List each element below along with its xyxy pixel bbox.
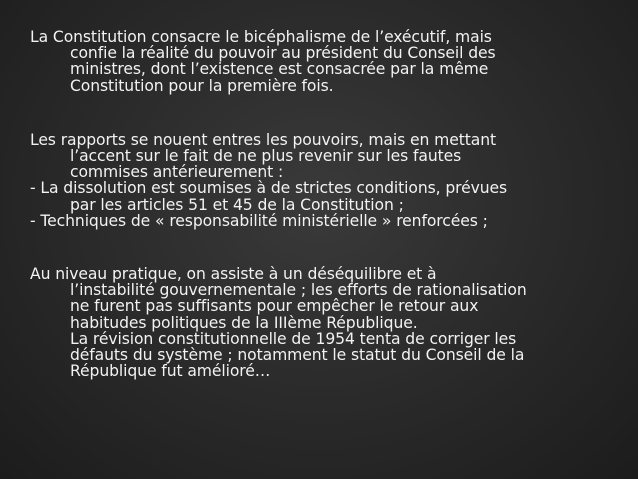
- text-line: par les articles 51 et 45 de la Constitution ;: [70, 195, 404, 214]
- text-line: Au niveau pratique, on assiste à un déséquilibre et à: [30, 265, 437, 284]
- text-line: défauts du système ; notamment le statut du Conseil de la: [70, 346, 525, 365]
- text-line: l’accent sur le fait de ne plus revenir sur les fautes: [70, 147, 462, 166]
- text-line: La révision constitutionnelle de 1954 tenta de corriger les: [70, 329, 517, 348]
- spacer: [30, 94, 620, 132]
- text-line: l’instabilité gouvernementale ; les efforts de rationalisation: [70, 281, 527, 300]
- text-line: Constitution pour la première fois.: [70, 76, 334, 95]
- text-line: ne furent pas suffisants pour empêcher le retour aux: [70, 297, 479, 316]
- paragraph-rapports: [30, 132, 620, 229]
- text-line: commises antérieurement :: [70, 163, 284, 182]
- text-line: confie la réalité du pouvoir au président du Conseil des: [70, 44, 496, 63]
- slide-body: [30, 29, 620, 379]
- text-line: République fut amélioré…: [70, 362, 271, 381]
- paragraph-constitution: [30, 29, 620, 94]
- spacer: [30, 229, 620, 266]
- text-line: - La dissolution est soumises à de strictes conditions, prévues: [30, 179, 508, 198]
- text-line: ministres, dont l’existence est consacrée par la même: [70, 60, 489, 79]
- paragraph-pratique: [30, 266, 620, 379]
- text-line: habitudes politiques de la IIIème République.: [70, 313, 418, 332]
- text-line: La Constitution consacre le bicéphalisme de l’exécutif, mais: [30, 28, 492, 46]
- text-line: Les rapports se nouent entres les pouvoirs, mais en mettant: [30, 130, 497, 149]
- text-line: - Techniques de « responsabilité ministérielle » renforcées ;: [30, 211, 488, 230]
